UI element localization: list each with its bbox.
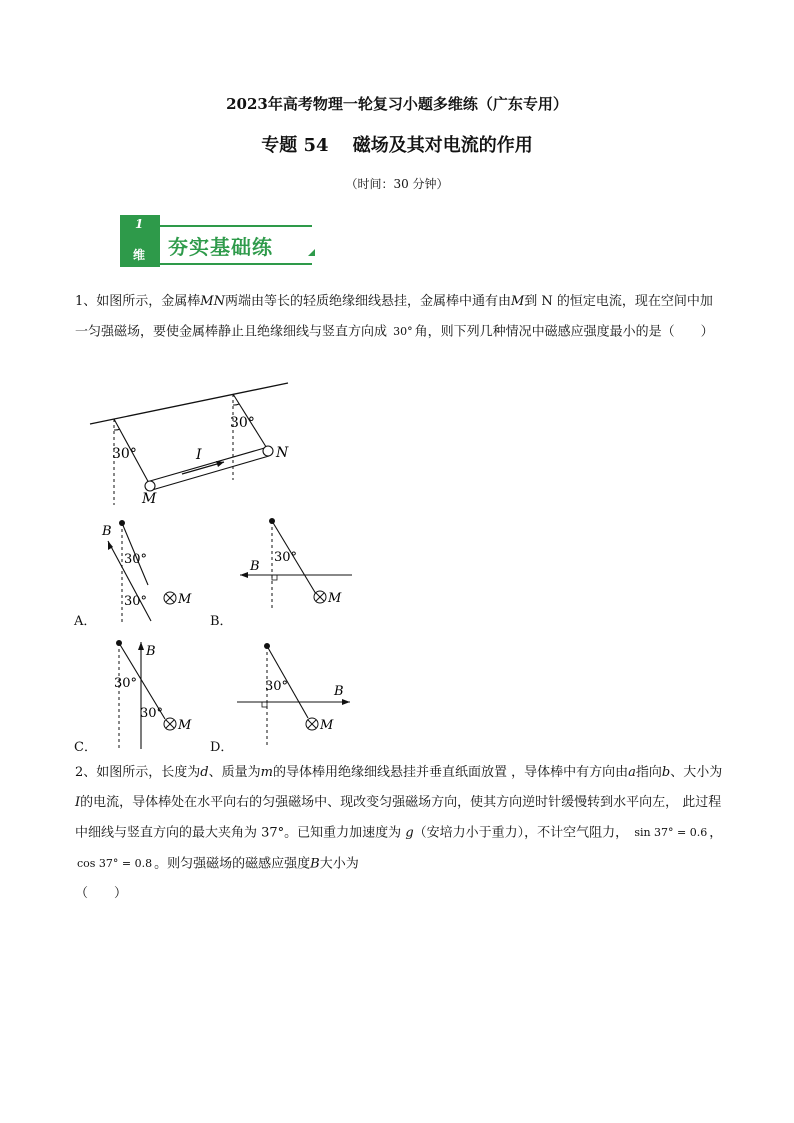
question-1-text: 1、如图所示，金属棒MN两端由等长的轻质绝缘细线悬挂，金属棒中通有由M到 N 的恒定电流，现在空间中加一匀强磁场，要使金属棒静止且绝缘细线与竖直方向成 30° 角，则下列几种情况中磁感应强度最小的是（ ） [75, 287, 725, 348]
q1-main-figure [88, 380, 303, 505]
section-banner [120, 215, 320, 269]
opt-c-field: B [146, 644, 156, 659]
opt-c-angle-top: 30° [114, 676, 138, 691]
opt-b-angle-top: 30° [274, 550, 298, 565]
q1-option-d-figure [232, 640, 357, 750]
banner-label-bar [160, 225, 312, 265]
banner-tag [120, 215, 160, 267]
opt-a-angle-top: 30° [124, 552, 148, 567]
time-limit: （时间：30 分钟） [345, 177, 449, 191]
option-a-label: A． [74, 614, 97, 629]
main-angle-left: 30° [112, 446, 137, 462]
banner-tag-char: 维 [133, 248, 146, 262]
cos-inline: cos 37° = 0.8 [77, 856, 153, 870]
opt-b-m: M [328, 591, 342, 606]
main-current-label: I [196, 447, 202, 463]
angle-inline: 30° [393, 325, 413, 338]
opt-d-m: M [320, 718, 334, 733]
opt-d-angle-top: 30° [265, 679, 289, 694]
main-label-n: N [276, 445, 289, 461]
answer-paren: （ ） [75, 886, 128, 901]
option-c-label: C． [74, 740, 97, 755]
banner-tag-number: 1 [135, 217, 144, 231]
q1-option-c-figure [100, 637, 200, 752]
question-2-text: 2、如图所示，长度为d、质量为m的导体棒用绝缘细线悬挂并垂直纸面放置 ，导体棒中有方向由a指向b、大小为I的电流，导体棒处在水平向右的匀强磁场中、现改变匀强磁场方向，使其方向逆时针缓慢转到水平向左， 此过程中细线与竖直方向的最大夹角为 37°。已知重力加速度为 g（安培力小于重力），不计空气阻力， sin 37° = 0.6 ， cos 37° = 0.8 。则匀强磁场的磁感应强度B大小为 （ ） [75, 765, 723, 901]
option-b-label: B． [210, 614, 233, 629]
opt-d-field: B [334, 684, 344, 699]
main-angle-right: 30° [230, 415, 255, 431]
banner-corner [308, 249, 315, 256]
q1-option-b-figure [232, 515, 357, 610]
main-label-m: M [142, 491, 157, 505]
opt-b-field: B [250, 559, 260, 574]
banner-label: 夯实基础练 [168, 235, 273, 259]
opt-a-angle-bottom: 30° [124, 594, 148, 609]
opt-a-m: M [178, 592, 192, 607]
series-title: 2023年高考物理一轮复习小题多维练（广东专用） [226, 95, 568, 113]
opt-a-field: B [102, 524, 112, 539]
option-d-label: D． [210, 740, 234, 755]
topic-title: 专题 54 磁场及其对电流的作用 [261, 135, 533, 156]
opt-c-angle-bottom: 30° [140, 706, 164, 721]
sin-inline: sin 37° = 0.6 [634, 826, 708, 839]
opt-c-m: M [178, 718, 192, 733]
